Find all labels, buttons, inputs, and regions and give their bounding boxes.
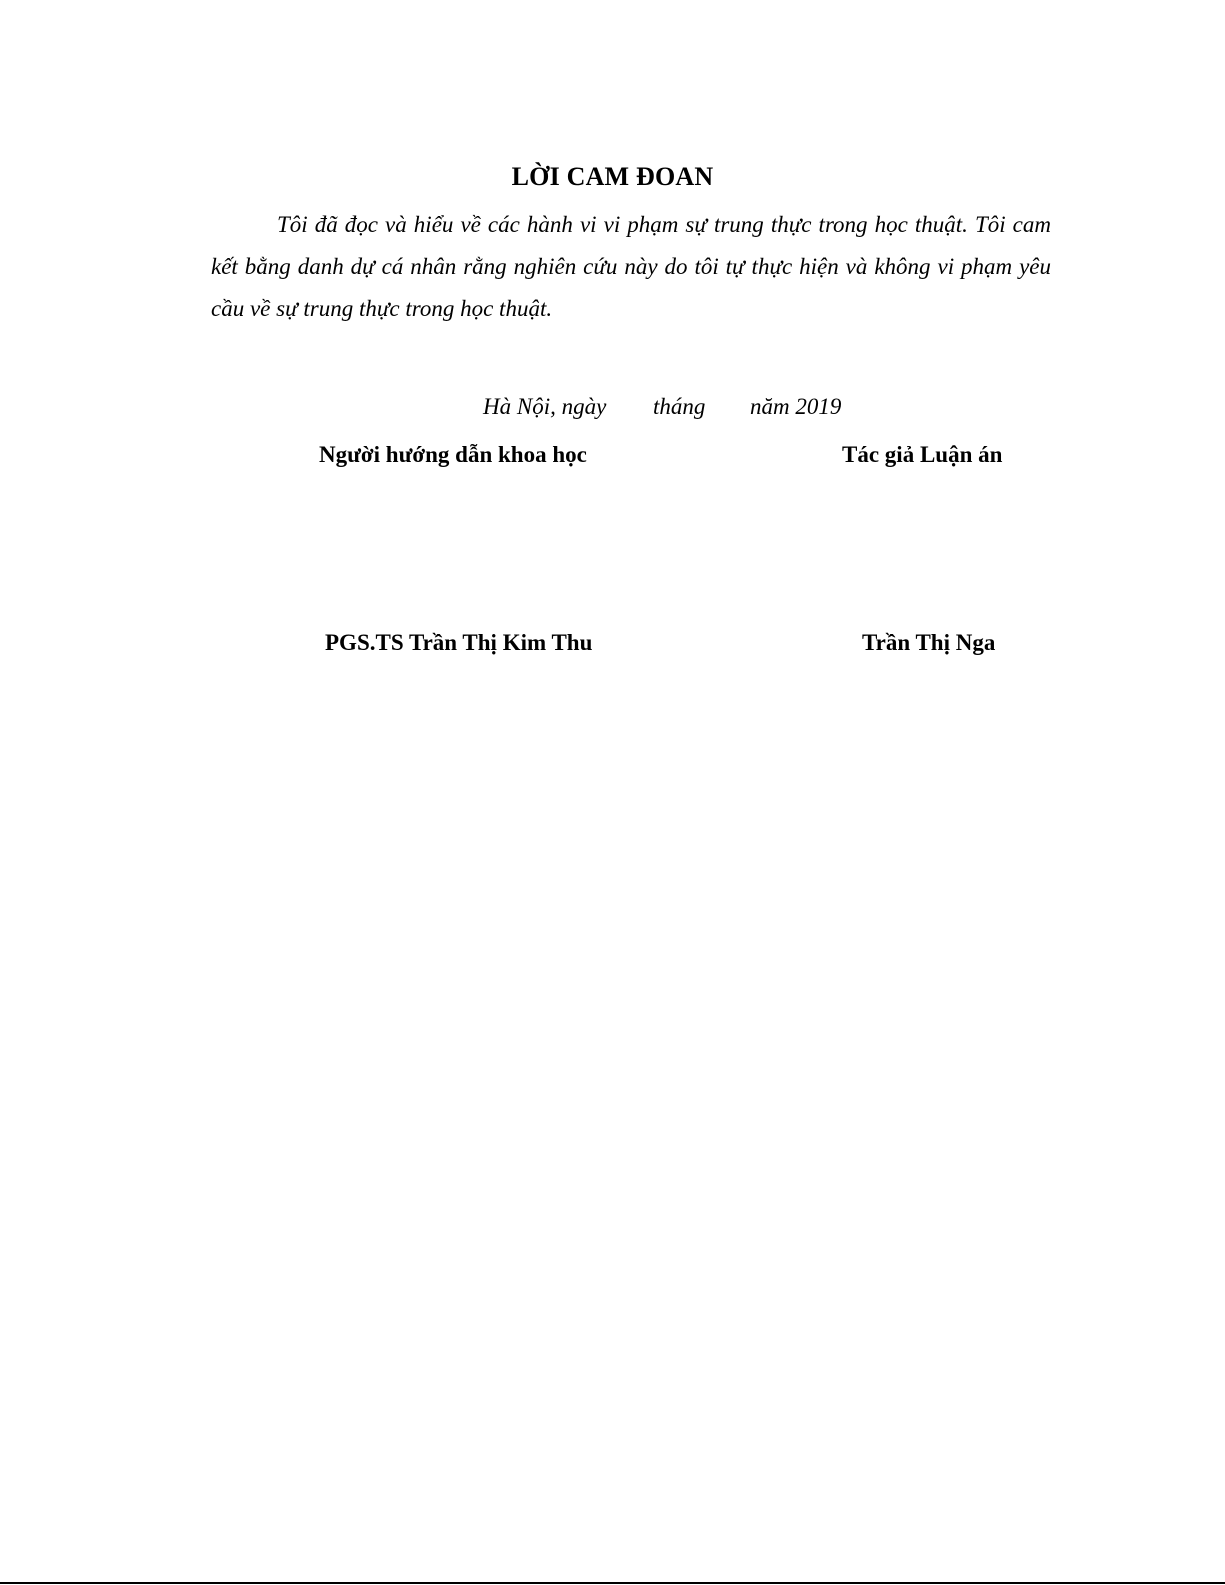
page-title: LỜI CAM ĐOAN [511,162,714,191]
date-place-day: Hà Nội, ngày [483,394,607,419]
date-year: năm 2019 [750,394,842,419]
date-month: tháng [653,394,706,419]
bottom-rule [0,1582,1225,1584]
author-name: Trần Thị Nga [862,630,996,655]
supervisor-name: PGS.TS Trần Thị Kim Thu [325,630,593,655]
declaration-statement: Tôi đã đọc và hiểu về các hành vi vi phạm sự trung thực trong học thuật. Tôi cam kết bằng danh dự cá nhân rằng nghiên cứu này do tôi tự thực hiện và không vi phạm yêu cầu về sự trung thực trong học thuật. [211,212,1051,321]
supervisor-role: Người hướng dẫn khoa học [319,442,587,467]
author-role: Tác giả Luận án [842,442,1003,467]
